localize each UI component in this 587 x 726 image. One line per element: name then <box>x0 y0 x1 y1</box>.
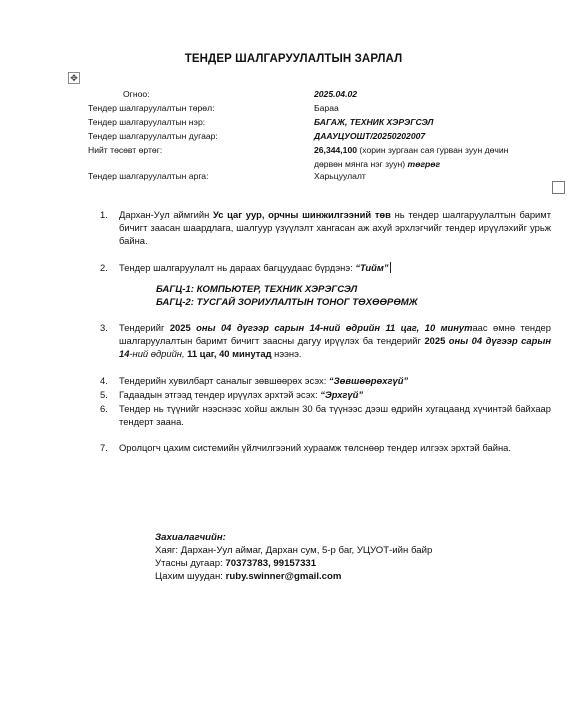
item-6-number: 6. <box>100 403 108 414</box>
contact-phone <box>155 557 316 570</box>
item-1-text <box>119 208 551 247</box>
item-3-h: 11 цаг, 40 минутад <box>187 348 272 359</box>
item-1-org: Ус цаг уур, орчны шинжилгээний төв <box>213 209 391 220</box>
budget-label: Нийт төсөвт өртөг: <box>88 145 163 155</box>
type-label: Тендер шалгаруулалтын төрөл: <box>88 103 215 113</box>
item-3-g: -ний өдрийн, <box>129 348 188 359</box>
budget-words-2: дөрвөн мянга нэг зуун) <box>314 159 406 169</box>
table-move-handle-icon[interactable]: ✥ <box>68 72 80 84</box>
item-1-c: нь тендер шалгаруулалтын баримт бичигт заасан шаардлага, шалгуур үзүүлэлт хангасан аж ахуй эрхлэгчийг тендер ирүүлэхийг урьж байна. <box>119 209 552 246</box>
table-cell-marker[interactable] <box>552 181 565 194</box>
type-value: Бараа <box>314 103 339 113</box>
email-label: Цахим шуудан: <box>155 571 226 582</box>
item-2-answer: “Тийм” <box>355 262 389 273</box>
contact-heading: Захиалагчийн: <box>155 532 226 543</box>
item-3-f: оны 04 дүгээр сарын 14 <box>119 335 551 359</box>
budget-words-1: (хорин зургаан сая гурван зуун дөчин <box>357 145 509 155</box>
item-4-text <box>119 374 551 387</box>
date-value: 2025.04.02 <box>314 89 358 99</box>
number-value: ДААУЦУОШТ/20250202007 <box>314 131 426 141</box>
item-2-text <box>119 261 551 274</box>
item-3-d: аас өмнө тендер шалгаруулалтын баримт бичигт заасны дагуу ирүүлэх ба тендерийг <box>119 322 551 346</box>
item-7-number: 7. <box>100 442 108 453</box>
page-title: ТЕНДЕР ШАЛГАРУУЛАЛТЫН ЗАРЛАЛ <box>184 53 403 65</box>
item-2-number: 2. <box>100 262 108 273</box>
item-4-a: Тендерийн хувилбарт саналыг зөвшөөрөх эсэх: <box>119 375 329 386</box>
phone-label: Утасны дугаар: <box>155 558 226 569</box>
lot-1: БАГЦ-1: КОМПЬЮТЕР, ТЕХНИК ХЭРЭГСЭЛ <box>156 284 358 295</box>
number-label: Тендер шалгаруулалтын дугаар: <box>88 131 218 141</box>
name-label: Тендер шалгаруулалтын нэр: <box>88 117 206 127</box>
phone-value: 70373783, 99157331 <box>225 558 317 569</box>
item-4-answer: “Зөвшөөрөхгүй” <box>328 375 409 386</box>
item-5-text <box>119 388 551 401</box>
item-3-number: 3. <box>100 322 108 333</box>
item-3-c: оны 04 дүгээр сарын 14-ний өдрийн 11 цаг, 10 минут <box>190 322 473 333</box>
item-5-answer: “Эрхгүй” <box>320 389 364 400</box>
contact-address: Хаяг: Дархан-Уул аймаг, Дархан сум, 5-р баг, УЦУОТ-ийн байр <box>155 545 433 556</box>
item-7-text: Оролцогч цахим системийн үйлчилгээний хураамж төлснөөр тендер илгээх эрхтэй байна. <box>119 442 511 453</box>
item-4-number: 4. <box>100 375 108 386</box>
item-3-text <box>119 321 551 360</box>
method-label: Тендер шалгаруулалтын арга: <box>88 171 209 181</box>
item-3-a: Тендерийг <box>119 322 170 333</box>
item-5-number: 5. <box>100 389 108 400</box>
budget-amount: 26,344,100 <box>314 145 358 155</box>
budget-value-cont <box>314 158 554 170</box>
item-1-a: Дархан-Уул аймгийн <box>119 209 213 220</box>
method-value: Харьцуулалт <box>314 171 366 181</box>
contact-email <box>155 570 341 583</box>
item-1-number: 1. <box>100 209 108 220</box>
item-5-a: Гадаадын этгээд тендер ирүүлэх эрхтэй эсэх: <box>119 389 321 400</box>
item-3-i: нээнэ. <box>271 348 302 359</box>
item-6-text: Тендер нь түүнийг нээснээс хойш ажлын 30 ба түүнээс дээш өдрийн хугацаанд хүчинтэй байхаар тендерт заана. <box>119 403 551 427</box>
email-value[interactable]: ruby.swinner@gmail.com <box>225 571 342 582</box>
budget-value <box>314 144 554 156</box>
item-2-a: Тендер шалгаруулалт нь дараах багцуудаас бүрдэнэ: <box>119 262 356 273</box>
date-label: Огноо: <box>123 89 150 99</box>
lot-2: БАГЦ-2: ТУСГАЙ ЗОРИУЛАЛТЫН ТОНОГ ТӨХӨӨРӨМЖ <box>156 297 418 308</box>
text-cursor <box>390 262 391 273</box>
budget-currency: төгрөг <box>405 159 441 169</box>
item-3-e: 2025 <box>424 335 446 346</box>
item-3-b: 2025 <box>169 322 191 333</box>
name-value: БАГАЖ, ТЕХНИК ХЭРЭГСЭЛ <box>314 117 434 127</box>
